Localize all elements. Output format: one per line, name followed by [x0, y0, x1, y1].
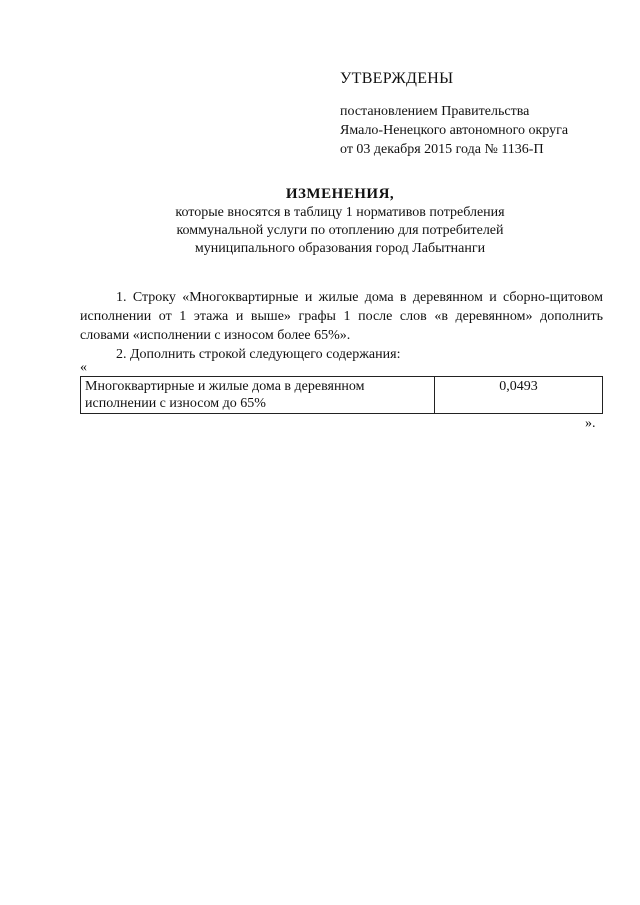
item-1-paragraph: 1. Строку «Многоквартирные и жилые дома в деревянном и сборно-щитовом исполнении от 1 этажа и выше» графы 1 после слов «в деревянном» дополнить словами «исполнении с износом более 65%». [80, 290, 603, 343]
table-cell-label: Многоквартирные и жилые дома в деревянном исполнении с износом до 65% [81, 377, 435, 414]
title-line-2: коммунальной услуги по отоплению для потребителей [176, 223, 504, 238]
document-title-block [80, 184, 600, 258]
item-2-paragraph: 2. Дополнить строкой следующего содержания: [116, 347, 401, 362]
approval-block [340, 70, 620, 159]
approval-line-1: постановлением Правительства [340, 104, 530, 119]
title-line-3: муниципального образования город Лабытнанги [194, 241, 486, 256]
approval-line-3: от 03 декабря 2015 года № 1136-П [340, 142, 544, 157]
approval-line-2: Ямало-Ненецкого автономного округа [340, 123, 569, 138]
document-body [80, 288, 603, 364]
closing-quote: ». [585, 416, 596, 431]
opening-quote: « [80, 360, 87, 375]
inserted-row-table [80, 376, 603, 414]
title-line-1: которые вносятся в таблицу 1 нормативов потребления [175, 205, 505, 220]
approval-heading: УТВЕРЖДЕНЫ [340, 70, 454, 87]
table-row [81, 377, 603, 414]
document-title: ИЗМЕНЕНИЯ, [285, 186, 395, 202]
table-cell-value: 0,0493 [435, 377, 603, 414]
